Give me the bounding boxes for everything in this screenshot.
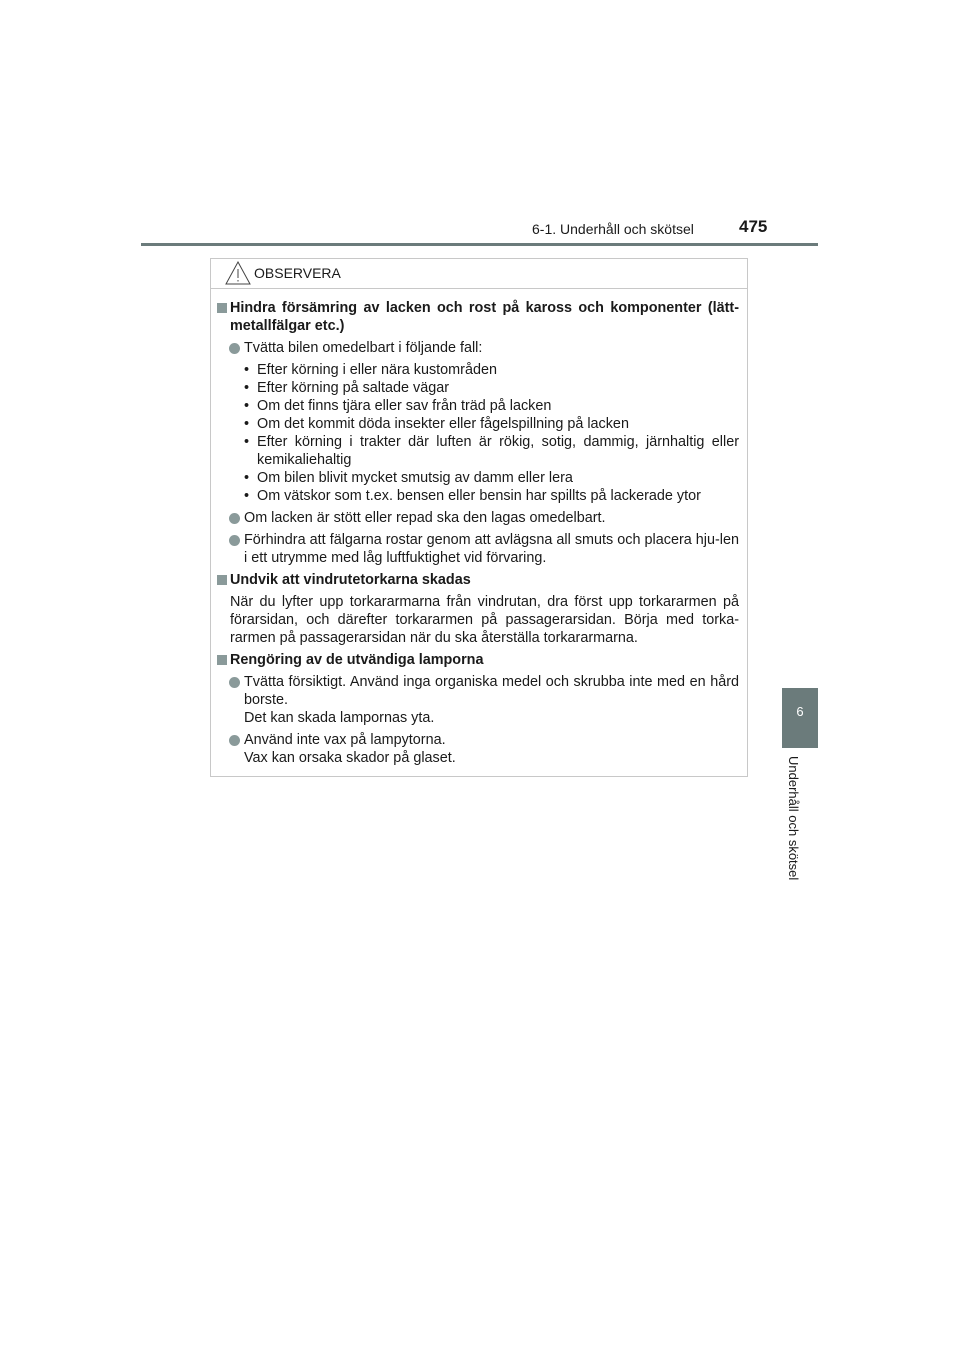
bullet-item: • Efter körning på saltade vägar (244, 380, 449, 396)
paragraph: Vax kan orsaka skador på glaset. (244, 750, 456, 766)
warning-triangle-icon (225, 261, 251, 285)
circle-bullet-icon (229, 513, 240, 524)
bullet-item: • Om vätskor som t.ex. bensen eller bensin har spillts på lackerade ytor (244, 488, 701, 504)
notice-box (210, 258, 748, 777)
paragraph: Det kan skada lampornas yta. (244, 710, 435, 726)
paragraph: När du lyfter upp torkararmarna från vindrutan, dra först upp torkararmen på förarsidan, och därefter torkararmen på passagerarsidan. Börja med torka-rarmen på passagerarsidan när du ska återställa torkararmarna. (230, 594, 739, 646)
square-bullet-icon (217, 303, 227, 313)
page-number: 475 (739, 217, 768, 236)
heading-text: Undvik att vindrutetorkarna skadas (230, 572, 471, 588)
circle-bullet-icon (229, 735, 240, 746)
bullet-item: • Om det finns tjära eller sav från träd på lacken (244, 398, 552, 414)
header-rule (141, 243, 818, 246)
item-text: Tvätta försiktigt. Använd inga organiska medel och skrubba inte med en hård borste. (244, 674, 739, 708)
item-text: Använd inte vax på lampytorna. (244, 732, 446, 748)
chapter-label: Underhåll och skötsel (786, 756, 801, 881)
item-text: Förhindra att fälgarna rostar genom att avlägsna all smuts och placera hju-len i ett utrymme med låg luftfuktighet vid förvaring. (244, 532, 739, 566)
section-title: 6-1. Underhåll och skötsel (532, 221, 694, 237)
bullet-item: • Om det kommit döda insekter eller fågelspillning på lacken (244, 416, 629, 432)
circle-bullet-icon (229, 677, 240, 688)
bullet-list (211, 361, 747, 505)
notice-title: OBSERVERA (254, 265, 341, 281)
bullet-item: • Efter körning i trakter där luften är rökig, sotig, dammig, järnhaltig eller kemikaliehaltig (244, 434, 739, 468)
notice-header (211, 259, 747, 289)
list-item (211, 531, 747, 567)
square-bullet-icon (217, 575, 227, 585)
list-item (211, 509, 747, 527)
chapter-number: 6 (796, 704, 804, 719)
section-heading (211, 299, 747, 335)
heading-text: Hindra försämring av lacken och rost på kaross och komponenter (lätt-metallfälgar etc.) (230, 300, 739, 334)
item-text: Om lacken är stött eller repad ska den lagas omedelbart. (244, 510, 606, 526)
bullet-item: • Om bilen blivit mycket smutsig av damm eller lera (244, 470, 573, 486)
circle-bullet-icon (229, 535, 240, 546)
list-item (211, 339, 747, 357)
section-heading (211, 571, 747, 589)
circle-bullet-icon (229, 343, 240, 354)
bullet-item: • Efter körning i eller nära kustområden (244, 362, 497, 378)
section-heading (211, 651, 747, 669)
item-text: Tvätta bilen omedelbart i följande fall: (244, 340, 483, 356)
notice-content (211, 299, 747, 771)
heading-text: Rengöring av de utvändiga lamporna (230, 652, 484, 668)
square-bullet-icon (217, 655, 227, 665)
list-item (211, 673, 747, 709)
list-item (211, 731, 747, 749)
